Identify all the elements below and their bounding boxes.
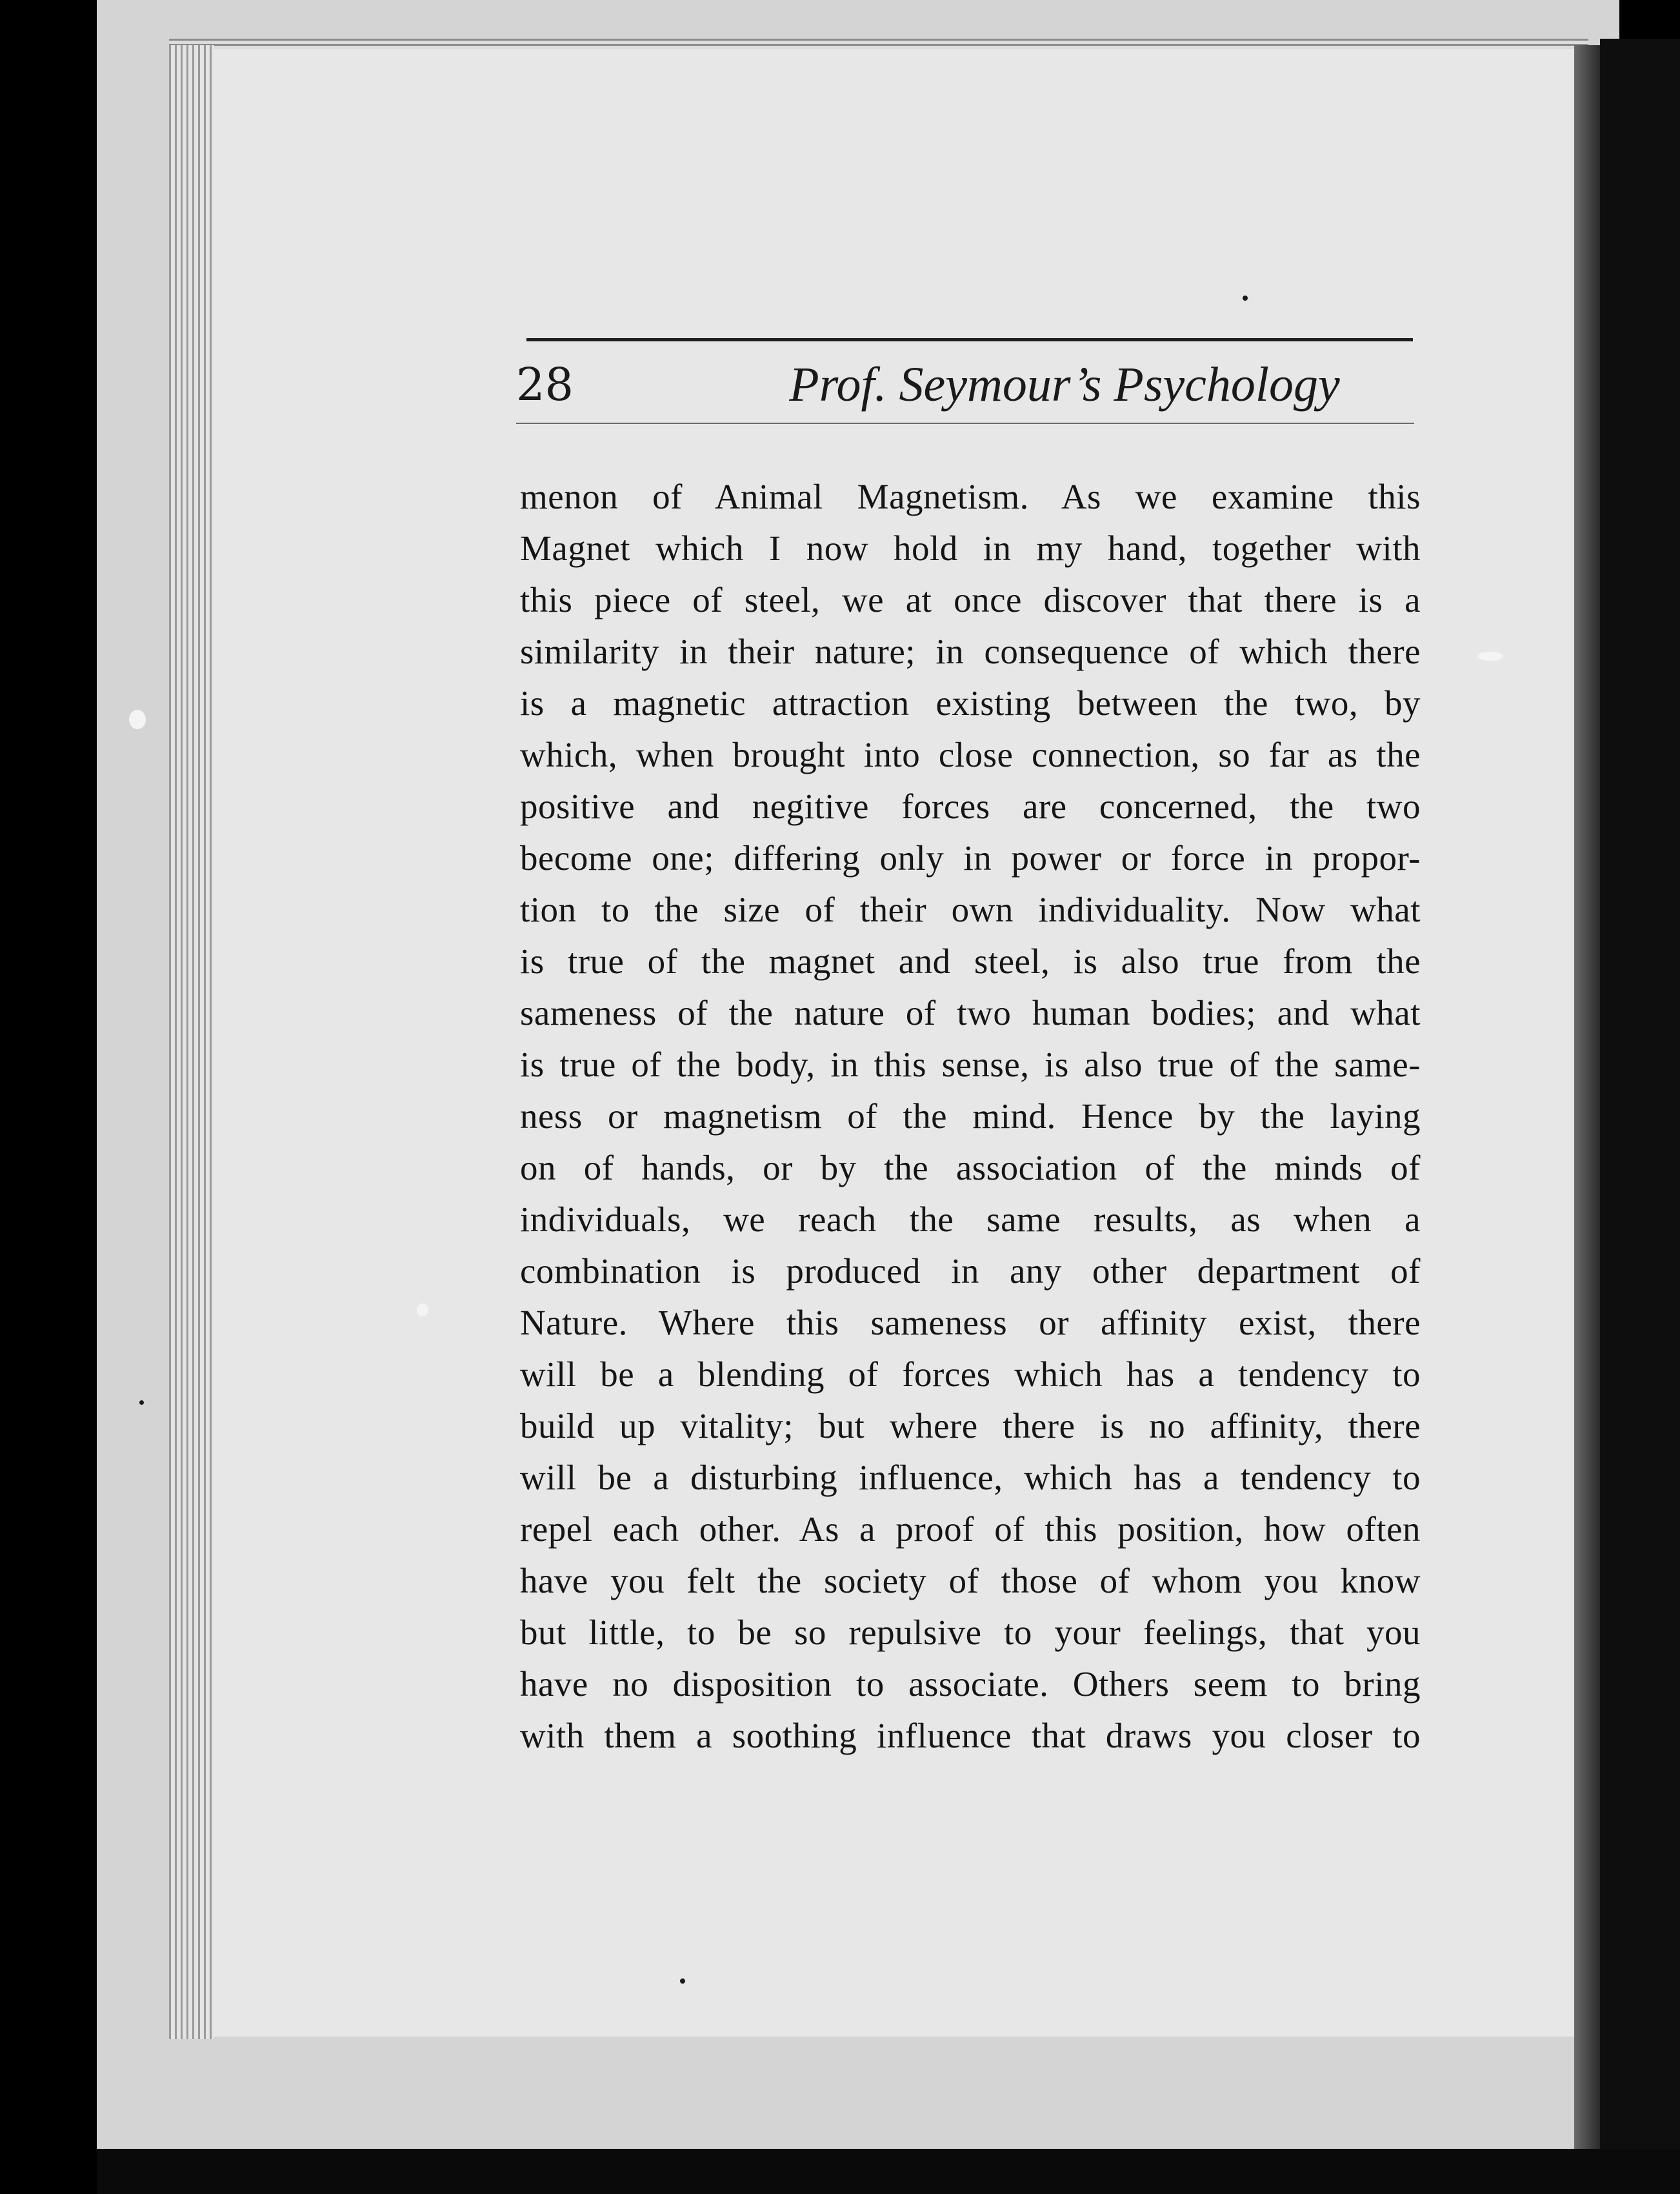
scan-bottom-border [97,2149,1680,2194]
text-line: repel each other. As a proof of this position, how often [520,1509,1421,1549]
text-line: become one; differing only in power or force in propor- [520,838,1421,878]
text-line: have you felt the society of those of whom you know [520,1561,1421,1600]
text-line: on of hands, or by the association of the minds of [520,1148,1421,1187]
text-line: positive and negitive forces are concerned, the two [520,787,1421,826]
text-line: ness or magnetism of the mind. Hence by the laying [520,1096,1421,1136]
text-line: this piece of steel, we at once discover that there is a [520,580,1421,619]
text-line: with them a soothing influence that draws you closer to [520,1716,1421,1755]
text-line: tion to the size of their own individuality. Now what [520,890,1421,929]
header-top-rule [526,338,1413,341]
ink-speck [1243,296,1248,301]
text-line: have no disposition to associate. Others seem to bring [520,1664,1421,1704]
text-line: Magnet which I now hold in my hand, together with [520,528,1421,568]
text-line: menon of Animal Magnetism. As we examine this [520,477,1421,516]
text-line: is a magnetic attraction existing between the two, by [520,683,1421,723]
text-line: which, when brought into close connection, so far as the [520,735,1421,774]
text-line: combination is produced in any other department of [520,1251,1421,1291]
page-stack-top-edge [169,39,1588,49]
ink-speck [680,1978,685,1984]
text-line: will be a blending of forces which has a tendency to [520,1354,1421,1394]
text-line: will be a disturbing influence, which has a tendency to [520,1458,1421,1497]
page-number: 28 [516,358,574,411]
ink-speck [139,1400,144,1405]
adjacent-leaf-shadow [1600,39,1680,2194]
body-text [520,471,1421,1762]
text-line: but little, to be so repulsive to your feelings, that you [520,1613,1421,1652]
text-line: similarity in their nature; in consequence of which there [520,632,1421,671]
text-line: is true of the body, in this sense, is also true of the same- [520,1045,1421,1084]
text-line: Nature. Where this sameness or affinity exist, there [520,1303,1421,1342]
page-gutter [1574,45,1600,2168]
header-bottom-rule [516,423,1414,424]
page-header [516,347,1414,418]
text-line: sameness of the nature of two human bodies; and what [520,993,1421,1032]
text-line: is true of the magnet and steel, is also true from the [520,941,1421,981]
page-stack-left-edge [169,45,214,2039]
running-head: Prof. Seymour’s Psychology [789,357,1340,412]
text-line: individuals, we reach the same results, as when a [520,1200,1421,1239]
text-line: build up vitality; but where there is no affinity, there [520,1406,1421,1445]
